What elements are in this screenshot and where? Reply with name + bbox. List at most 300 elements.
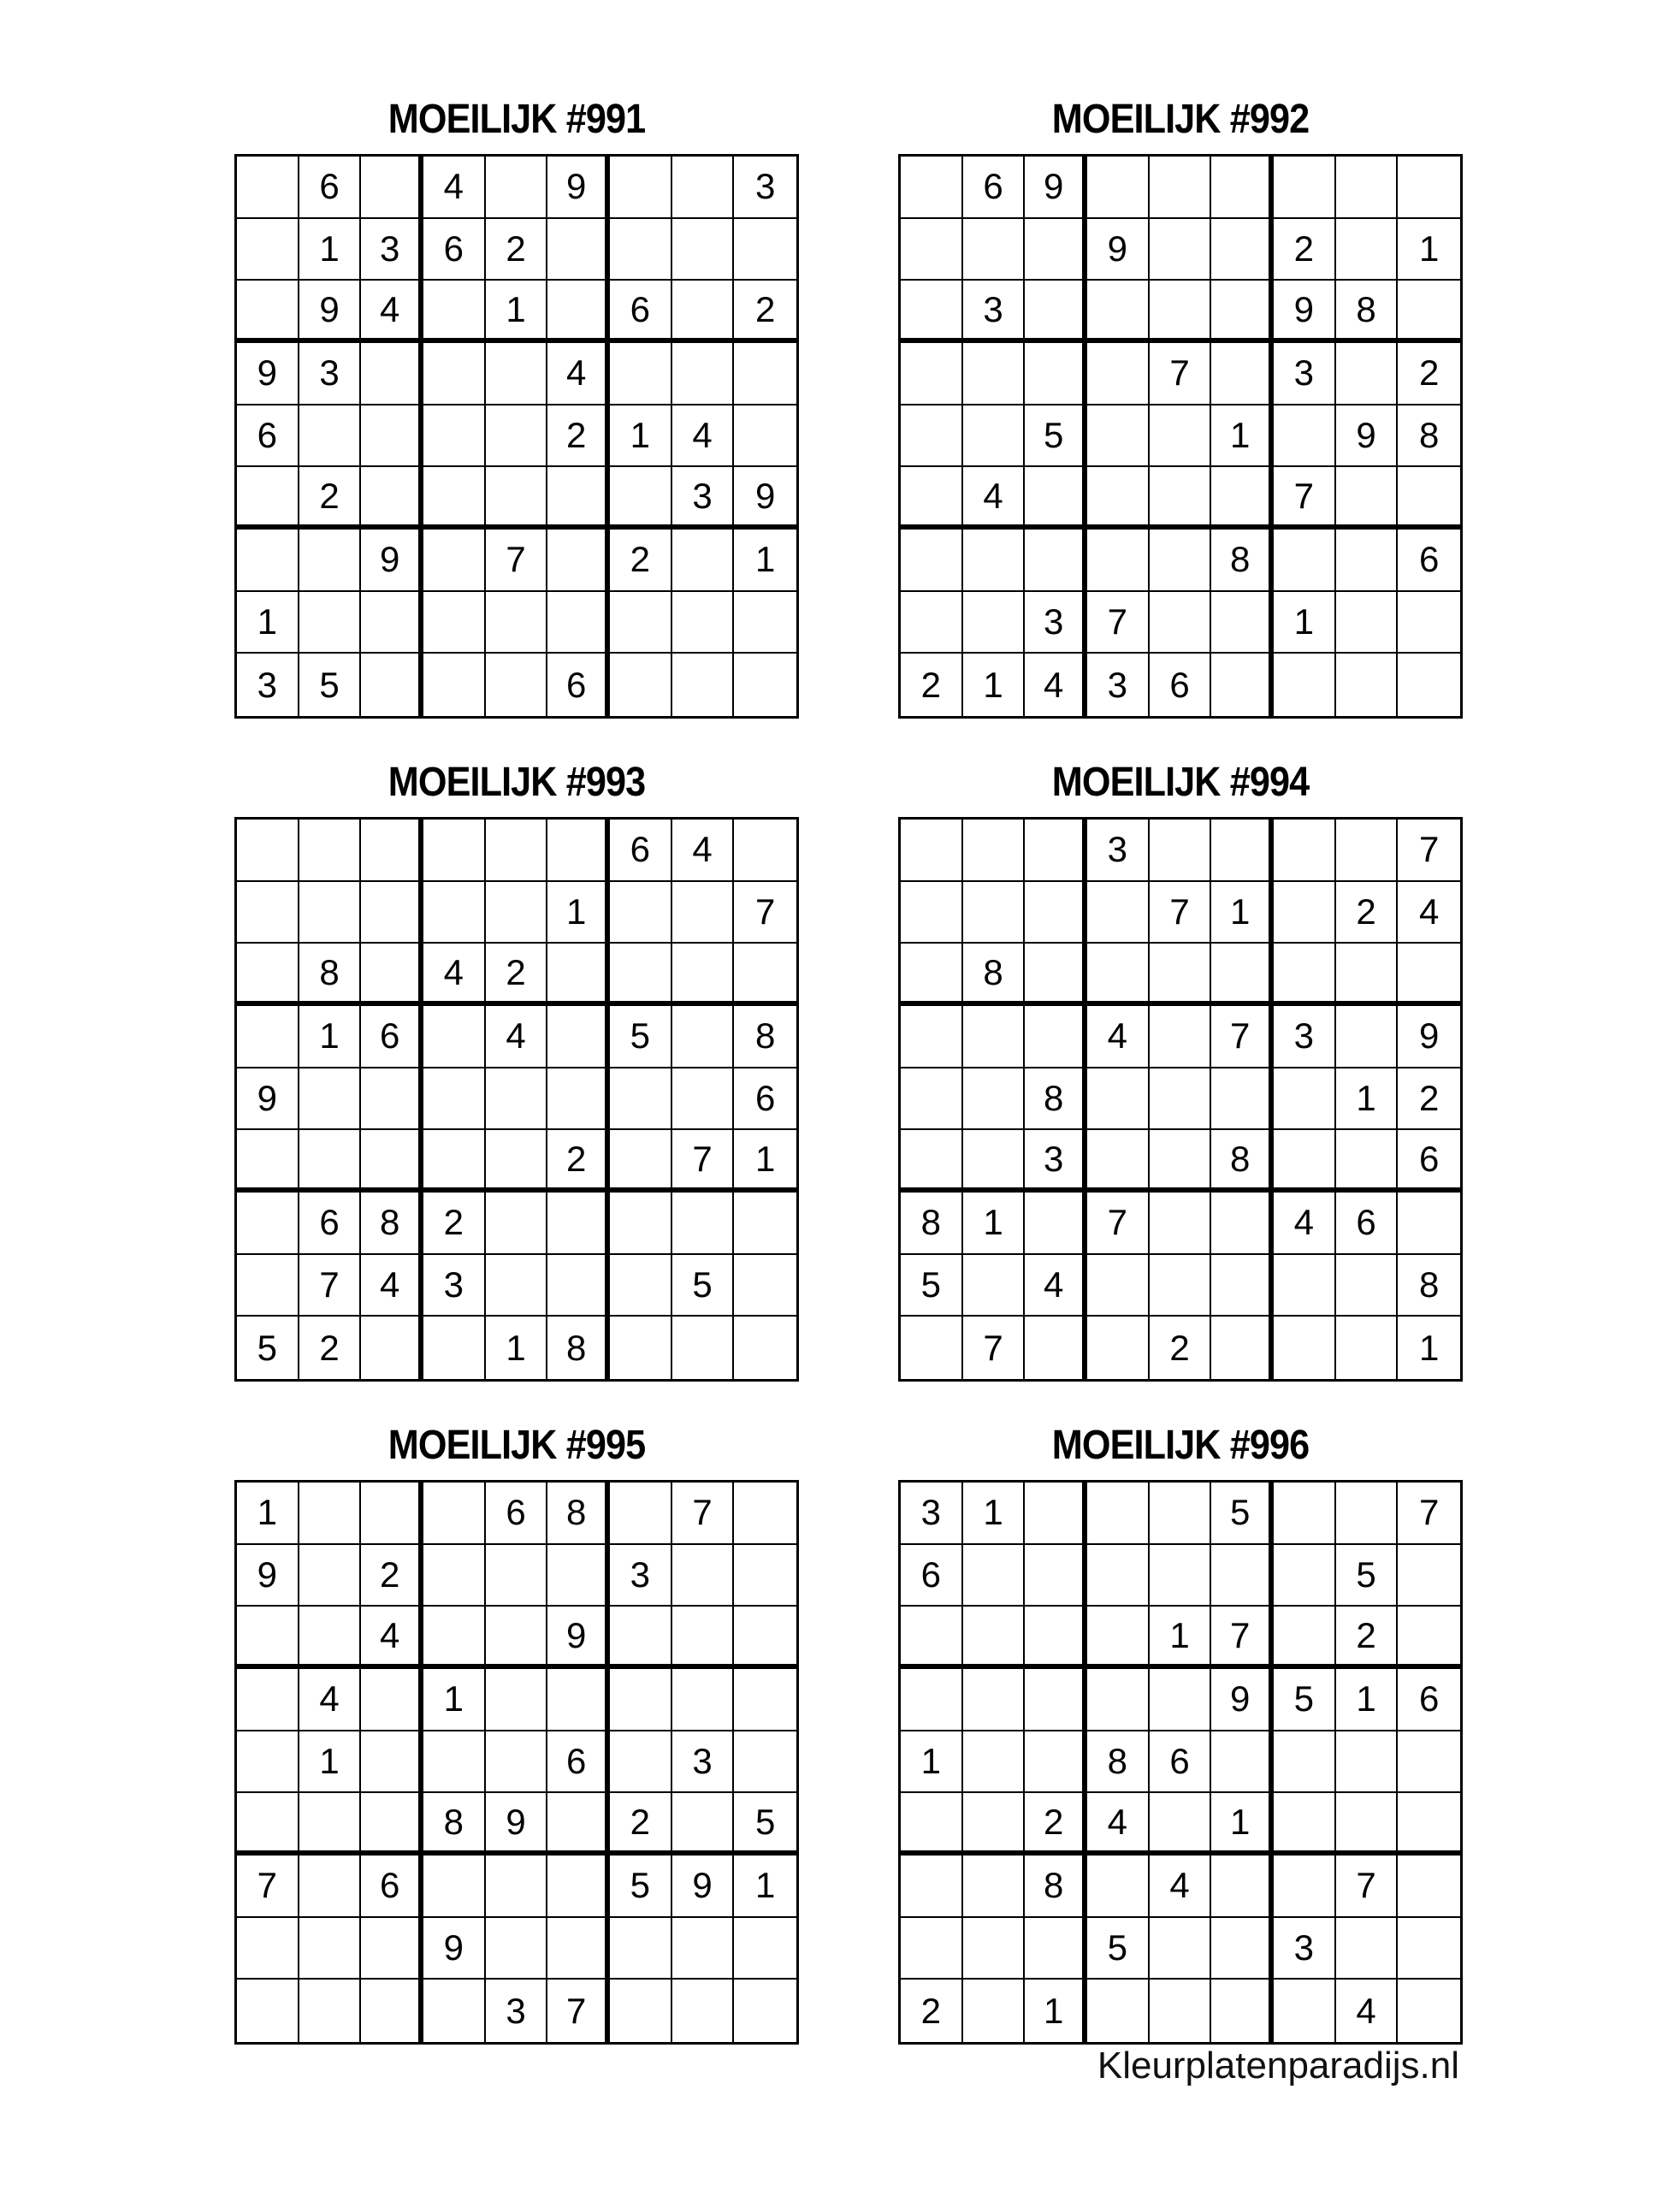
sudoku-cell[interactable]: 5: [610, 1856, 672, 1918]
sudoku-cell[interactable]: [1398, 1545, 1460, 1607]
sudoku-cell[interactable]: [1150, 405, 1212, 468]
sudoku-cell[interactable]: [299, 1980, 362, 2042]
sudoku-cell[interactable]: [1150, 467, 1212, 530]
sudoku-cell[interactable]: [299, 405, 362, 468]
sudoku-cell[interactable]: [901, 1006, 963, 1068]
sudoku-cell[interactable]: 1: [1336, 1068, 1399, 1131]
sudoku-cell[interactable]: 1: [1418, 1327, 1440, 1368]
sudoku-cell[interactable]: [963, 1856, 1026, 1918]
sudoku-cell[interactable]: [963, 592, 1026, 654]
sudoku-cell[interactable]: 6: [1150, 1731, 1212, 1794]
sudoku-cell[interactable]: [1087, 1669, 1150, 1731]
sudoku-cell[interactable]: 4: [423, 944, 486, 1006]
sudoku-cell[interactable]: [547, 530, 610, 592]
sudoku-cell[interactable]: 9: [423, 1918, 486, 1980]
sudoku-cell[interactable]: [901, 343, 963, 405]
sudoku-cell[interactable]: 2: [901, 654, 963, 716]
sudoku-cell[interactable]: [1398, 281, 1460, 343]
sudoku-cell[interactable]: [1398, 1980, 1460, 2042]
sudoku-cell[interactable]: [547, 1856, 610, 1918]
sudoku-cell[interactable]: [963, 1793, 1026, 1856]
sudoku-cell[interactable]: [1025, 1193, 1087, 1255]
sudoku-cell[interactable]: 1: [1211, 1793, 1274, 1856]
sudoku-cell[interactable]: [734, 1731, 796, 1794]
sudoku-cell[interactable]: [1087, 1980, 1150, 2042]
sudoku-cell[interactable]: [734, 1545, 796, 1607]
sudoku-cell[interactable]: 3: [901, 1483, 963, 1545]
sudoku-cell[interactable]: [1025, 1317, 1087, 1379]
sudoku-cell[interactable]: 1: [1025, 1980, 1087, 2042]
sudoku-cell[interactable]: [1274, 157, 1336, 219]
sudoku-cell[interactable]: [486, 1669, 548, 1731]
sudoku-cell[interactable]: [361, 405, 423, 468]
sudoku-cell[interactable]: [1025, 343, 1087, 405]
sudoku-cell[interactable]: [547, 1255, 610, 1317]
sudoku-cell[interactable]: [901, 1793, 963, 1856]
sudoku-cell[interactable]: [1211, 1731, 1274, 1794]
sudoku-cell[interactable]: 6: [361, 1006, 423, 1068]
sudoku-cell[interactable]: [672, 281, 735, 343]
sudoku-cell[interactable]: [237, 1255, 299, 1317]
sudoku-cell[interactable]: [423, 1130, 486, 1193]
sudoku-cell[interactable]: [1274, 820, 1336, 882]
sudoku-cell[interactable]: 5: [672, 1255, 735, 1317]
sudoku-cell[interactable]: [610, 219, 672, 281]
sudoku-cell[interactable]: 8: [1336, 281, 1399, 343]
sudoku-cell[interactable]: 4: [423, 157, 486, 219]
sudoku-cell[interactable]: [1211, 343, 1274, 405]
sudoku-cell[interactable]: [963, 1130, 1026, 1193]
sudoku-cell[interactable]: 9: [299, 281, 362, 343]
sudoku-cell[interactable]: 8: [1211, 1130, 1274, 1193]
sudoku-cell[interactable]: 1: [299, 219, 362, 281]
sudoku-cell[interactable]: 7: [1150, 343, 1212, 405]
sudoku-cell[interactable]: [1150, 1193, 1212, 1255]
sudoku-cell[interactable]: [901, 405, 963, 468]
sudoku-cell[interactable]: [1211, 1856, 1274, 1918]
sudoku-cell[interactable]: [423, 1068, 486, 1131]
sudoku-cell[interactable]: 4: [361, 1255, 423, 1317]
sudoku-cell[interactable]: 4: [1336, 1980, 1399, 2042]
sudoku-cell[interactable]: 1: [963, 654, 1026, 716]
sudoku-cell[interactable]: 6: [610, 820, 672, 882]
sudoku-cell[interactable]: [299, 1607, 362, 1669]
sudoku-cell[interactable]: [610, 467, 672, 530]
sudoku-cell[interactable]: [361, 882, 423, 944]
sudoku-cell[interactable]: 2: [299, 1317, 362, 1379]
sudoku-cell[interactable]: [361, 1068, 423, 1131]
sudoku-cell[interactable]: [361, 820, 423, 882]
sudoku-cell[interactable]: [1025, 467, 1087, 530]
sudoku-cell[interactable]: [672, 1317, 735, 1379]
sudoku-cell[interactable]: 4: [361, 281, 423, 343]
sudoku-cell[interactable]: [1274, 1068, 1336, 1131]
sudoku-cell[interactable]: [1087, 1483, 1150, 1545]
sudoku-cell[interactable]: 9: [361, 530, 423, 592]
sudoku-cell[interactable]: [1336, 592, 1399, 654]
sudoku-cell[interactable]: [423, 1731, 486, 1794]
sudoku-cell[interactable]: [734, 1918, 796, 1980]
sudoku-cell[interactable]: 9: [1087, 219, 1150, 281]
sudoku-cell[interactable]: [1274, 1980, 1336, 2042]
sudoku-cell[interactable]: [1336, 820, 1399, 882]
sudoku-cell[interactable]: 1: [237, 1483, 299, 1545]
sudoku-cell[interactable]: [486, 1130, 548, 1193]
sudoku-cell[interactable]: [423, 592, 486, 654]
sudoku-cell[interactable]: [361, 157, 423, 219]
sudoku-cell[interactable]: [1211, 1193, 1274, 1255]
sudoku-cell[interactable]: [901, 944, 963, 1006]
sudoku-cell[interactable]: [610, 1130, 672, 1193]
sudoku-cell[interactable]: [1274, 1130, 1336, 1193]
sudoku-cell[interactable]: [361, 1731, 423, 1794]
sudoku-cell[interactable]: 2: [1398, 1068, 1460, 1131]
sudoku-cell[interactable]: 1: [734, 530, 796, 592]
sudoku-cell[interactable]: [1087, 343, 1150, 405]
sudoku-cell[interactable]: 6: [486, 1483, 548, 1545]
sudoku-cell[interactable]: [299, 1068, 362, 1131]
sudoku-cell[interactable]: 8: [361, 1193, 423, 1255]
sudoku-cell[interactable]: 3: [734, 157, 796, 219]
sudoku-cell[interactable]: [734, 405, 796, 468]
sudoku-cell[interactable]: [1087, 157, 1150, 219]
sudoku-cell[interactable]: 8: [1025, 1068, 1087, 1131]
sudoku-cell[interactable]: [237, 157, 299, 219]
sudoku-cell[interactable]: 3: [299, 343, 362, 405]
sudoku-cell[interactable]: [1087, 1317, 1150, 1379]
sudoku-cell[interactable]: 3: [237, 654, 299, 716]
sudoku-cell[interactable]: [1025, 281, 1087, 343]
sudoku-cell[interactable]: 6: [299, 157, 362, 219]
sudoku-cell[interactable]: 6: [901, 1545, 963, 1607]
sudoku-cell[interactable]: 2: [423, 1193, 486, 1255]
sudoku-cell[interactable]: [1274, 1255, 1336, 1317]
sudoku-cell[interactable]: [423, 1980, 486, 2042]
sudoku-cell[interactable]: [1150, 944, 1212, 1006]
sudoku-cell[interactable]: [1398, 157, 1460, 219]
sudoku-cell[interactable]: 8: [963, 944, 1026, 1006]
sudoku-cell[interactable]: [423, 281, 486, 343]
sudoku-cell[interactable]: [361, 1980, 423, 2042]
sudoku-cell[interactable]: 7: [1274, 467, 1336, 530]
sudoku-cell[interactable]: 2: [486, 944, 548, 1006]
sudoku-cell[interactable]: [1398, 654, 1460, 716]
sudoku-cell[interactable]: [1211, 1255, 1274, 1317]
sudoku-cell[interactable]: [610, 157, 672, 219]
sudoku-cell[interactable]: 6: [734, 1068, 796, 1131]
sudoku-cell[interactable]: [610, 944, 672, 1006]
sudoku-cell[interactable]: [610, 654, 672, 716]
sudoku-cell[interactable]: [423, 530, 486, 592]
sudoku-cell[interactable]: 4: [672, 405, 735, 468]
sudoku-cell[interactable]: [299, 1793, 362, 1856]
sudoku-cell[interactable]: [1025, 944, 1087, 1006]
sudoku-cell[interactable]: [237, 1607, 299, 1669]
sudoku-cell[interactable]: [672, 1918, 735, 1980]
sudoku-cell[interactable]: [423, 654, 486, 716]
sudoku-cell[interactable]: 7: [1398, 820, 1460, 882]
sudoku-cell[interactable]: 6: [423, 219, 486, 281]
sudoku-cell[interactable]: [901, 1918, 963, 1980]
sudoku-cell[interactable]: 7: [963, 1317, 1026, 1379]
sudoku-cell[interactable]: [734, 343, 796, 405]
sudoku-cell[interactable]: [963, 343, 1026, 405]
sudoku-cell[interactable]: [486, 1255, 548, 1317]
sudoku-cell[interactable]: [1087, 1255, 1150, 1317]
sudoku-cell[interactable]: [423, 1317, 486, 1379]
sudoku-cell[interactable]: 2: [1336, 882, 1399, 944]
sudoku-cell[interactable]: [486, 1856, 548, 1918]
sudoku-cell[interactable]: [361, 343, 423, 405]
sudoku-cell[interactable]: [1274, 944, 1336, 1006]
sudoku-cell[interactable]: 3: [963, 281, 1026, 343]
sudoku-cell[interactable]: [237, 882, 299, 944]
sudoku-cell[interactable]: [1398, 944, 1460, 1006]
sudoku-cell[interactable]: [423, 343, 486, 405]
sudoku-cell[interactable]: [963, 405, 1026, 468]
sudoku-cell[interactable]: 9: [672, 1856, 735, 1918]
sudoku-cell[interactable]: [672, 219, 735, 281]
sudoku-cell[interactable]: 6: [1150, 654, 1212, 716]
sudoku-cell[interactable]: 8: [1087, 1731, 1150, 1794]
sudoku-cell[interactable]: [547, 820, 610, 882]
sudoku-cell[interactable]: 1: [963, 1483, 1026, 1545]
sudoku-cell[interactable]: [299, 882, 362, 944]
sudoku-cell[interactable]: 7: [672, 1483, 735, 1545]
sudoku-cell[interactable]: [1211, 944, 1274, 1006]
sudoku-cell[interactable]: [610, 1068, 672, 1131]
sudoku-cell[interactable]: [237, 281, 299, 343]
sudoku-cell[interactable]: 8: [1398, 405, 1460, 468]
sudoku-cell[interactable]: [963, 1669, 1026, 1731]
sudoku-cell[interactable]: 6: [963, 157, 1026, 219]
sudoku-cell[interactable]: [1336, 530, 1399, 592]
sudoku-cell[interactable]: [547, 1918, 610, 1980]
sudoku-cell[interactable]: 8: [901, 1193, 963, 1255]
sudoku-cell[interactable]: 2: [1025, 1793, 1087, 1856]
sudoku-cell[interactable]: 4: [1087, 1006, 1150, 1068]
sudoku-cell[interactable]: 4: [361, 1607, 423, 1669]
sudoku-cell[interactable]: [1150, 1669, 1212, 1731]
sudoku-cell[interactable]: 2: [610, 1793, 672, 1856]
sudoku-cell[interactable]: [610, 343, 672, 405]
sudoku-cell[interactable]: [423, 882, 486, 944]
sudoku-cell[interactable]: [901, 882, 963, 944]
sudoku-cell[interactable]: 3: [361, 219, 423, 281]
sudoku-cell[interactable]: [1150, 1980, 1212, 2042]
sudoku-cell[interactable]: 8: [299, 944, 362, 1006]
sudoku-cell[interactable]: [1150, 1483, 1212, 1545]
sudoku-cell[interactable]: [237, 1669, 299, 1731]
sudoku-cell[interactable]: [1087, 467, 1150, 530]
sudoku-cell[interactable]: 7: [486, 530, 548, 592]
sudoku-cell[interactable]: [610, 1731, 672, 1794]
sudoku-cell[interactable]: 4: [299, 1669, 362, 1731]
sudoku-cell[interactable]: [486, 1068, 548, 1131]
sudoku-cell[interactable]: [672, 944, 735, 1006]
sudoku-cell[interactable]: [1025, 1006, 1087, 1068]
sudoku-cell[interactable]: [486, 820, 548, 882]
sudoku-cell[interactable]: 7: [1150, 882, 1212, 944]
sudoku-cell[interactable]: [423, 467, 486, 530]
sudoku-cell[interactable]: [610, 1607, 672, 1669]
sudoku-cell[interactable]: 6: [547, 654, 610, 716]
sudoku-cell[interactable]: 6: [1398, 530, 1460, 592]
sudoku-cell[interactable]: [423, 1483, 486, 1545]
sudoku-cell[interactable]: [1025, 1545, 1087, 1607]
sudoku-cell[interactable]: 2: [610, 530, 672, 592]
sudoku-cell[interactable]: [1211, 1068, 1274, 1131]
sudoku-cell[interactable]: [672, 1793, 735, 1856]
sudoku-cell[interactable]: 1: [547, 882, 610, 944]
sudoku-cell[interactable]: [1274, 405, 1336, 468]
sudoku-cell[interactable]: 7: [237, 1856, 299, 1918]
sudoku-cell[interactable]: [1398, 1731, 1460, 1794]
sudoku-cell[interactable]: 7: [1087, 1193, 1150, 1255]
sudoku-cell[interactable]: [1336, 343, 1399, 405]
sudoku-cell[interactable]: [610, 1669, 672, 1731]
sudoku-cell[interactable]: [672, 1669, 735, 1731]
sudoku-cell[interactable]: [1150, 1255, 1212, 1317]
sudoku-cell[interactable]: [361, 1483, 423, 1545]
sudoku-cell[interactable]: [1274, 654, 1336, 716]
sudoku-cell[interactable]: [1150, 1130, 1212, 1193]
sudoku-cell[interactable]: 9: [1398, 1006, 1460, 1068]
sudoku-cell[interactable]: [734, 592, 796, 654]
sudoku-cell[interactable]: [1087, 1856, 1150, 1918]
sudoku-cell[interactable]: 7: [1211, 1006, 1274, 1068]
sudoku-cell[interactable]: [1336, 944, 1399, 1006]
sudoku-cell[interactable]: 1: [610, 405, 672, 468]
sudoku-cell[interactable]: 5: [1274, 1669, 1336, 1731]
sudoku-cell[interactable]: 3: [1087, 654, 1150, 716]
sudoku-cell[interactable]: [486, 343, 548, 405]
sudoku-cell[interactable]: 4: [963, 467, 1026, 530]
sudoku-cell[interactable]: 7: [1336, 1856, 1399, 1918]
sudoku-cell[interactable]: 6: [610, 281, 672, 343]
sudoku-cell[interactable]: [963, 1545, 1026, 1607]
sudoku-cell[interactable]: [1087, 1130, 1150, 1193]
sudoku-cell[interactable]: 3: [1274, 1918, 1336, 1980]
sudoku-cell[interactable]: [1150, 219, 1212, 281]
sudoku-cell[interactable]: 8: [423, 1793, 486, 1856]
sudoku-cell[interactable]: [1336, 654, 1399, 716]
sudoku-cell[interactable]: 9: [547, 157, 610, 219]
sudoku-cell[interactable]: 9: [237, 343, 299, 405]
sudoku-cell[interactable]: 4: [1150, 1856, 1212, 1918]
sudoku-cell[interactable]: [963, 1731, 1026, 1794]
sudoku-cell[interactable]: [610, 1483, 672, 1545]
sudoku-cell[interactable]: [963, 820, 1026, 882]
sudoku-cell[interactable]: [361, 944, 423, 1006]
sudoku-cell[interactable]: 6: [299, 1193, 362, 1255]
sudoku-cell[interactable]: [1211, 820, 1274, 882]
sudoku-cell[interactable]: [1087, 1068, 1150, 1131]
sudoku-cell[interactable]: 8: [547, 1317, 610, 1379]
sudoku-cell[interactable]: [1150, 1068, 1212, 1131]
sudoku-cell[interactable]: 5: [1025, 405, 1087, 468]
sudoku-cell[interactable]: [1336, 219, 1399, 281]
sudoku-cell[interactable]: [1211, 281, 1274, 343]
sudoku-cell[interactable]: [1025, 882, 1087, 944]
sudoku-cell[interactable]: 7: [1211, 1607, 1274, 1669]
sudoku-cell[interactable]: 3: [1087, 820, 1150, 882]
sudoku-cell[interactable]: [486, 882, 548, 944]
sudoku-cell[interactable]: [610, 592, 672, 654]
sudoku-cell[interactable]: 2: [299, 467, 362, 530]
sudoku-cell[interactable]: [734, 1607, 796, 1669]
sudoku-cell[interactable]: 3: [1025, 592, 1087, 654]
sudoku-cell[interactable]: 9: [1274, 281, 1336, 343]
sudoku-cell[interactable]: [486, 157, 548, 219]
sudoku-cell[interactable]: 9: [1211, 1669, 1274, 1731]
sudoku-cell[interactable]: 2: [547, 1130, 610, 1193]
sudoku-cell[interactable]: [672, 343, 735, 405]
sudoku-cell[interactable]: [1398, 1793, 1460, 1856]
sudoku-cell[interactable]: [1150, 1918, 1212, 1980]
sudoku-cell[interactable]: 5: [1336, 1545, 1399, 1607]
sudoku-cell[interactable]: [1150, 1006, 1212, 1068]
sudoku-cell[interactable]: 7: [672, 1130, 735, 1193]
sudoku-cell[interactable]: [299, 1918, 362, 1980]
sudoku-cell[interactable]: [547, 592, 610, 654]
sudoku-cell[interactable]: [423, 1545, 486, 1607]
sudoku-cell[interactable]: [1398, 592, 1460, 654]
sudoku-cell[interactable]: [361, 592, 423, 654]
sudoku-cell[interactable]: 1: [486, 281, 548, 343]
sudoku-cell[interactable]: 1: [1398, 219, 1460, 281]
sudoku-cell[interactable]: [1336, 467, 1399, 530]
sudoku-cell[interactable]: [1398, 1856, 1460, 1918]
sudoku-cell[interactable]: 5: [734, 1793, 796, 1856]
sudoku-cell[interactable]: [547, 467, 610, 530]
sudoku-cell[interactable]: [486, 405, 548, 468]
sudoku-cell[interactable]: [734, 1669, 796, 1731]
sudoku-cell[interactable]: 6: [547, 1731, 610, 1794]
sudoku-cell[interactable]: [237, 944, 299, 1006]
sudoku-cell[interactable]: [1274, 1483, 1336, 1545]
sudoku-cell[interactable]: 4: [1025, 654, 1087, 716]
sudoku-cell[interactable]: 7: [1398, 1483, 1460, 1545]
sudoku-cell[interactable]: 4: [672, 820, 735, 882]
sudoku-cell[interactable]: [299, 1483, 362, 1545]
sudoku-cell[interactable]: [547, 1006, 610, 1068]
sudoku-cell[interactable]: 1: [734, 1130, 796, 1193]
sudoku-cell[interactable]: 1: [1150, 1607, 1212, 1669]
sudoku-cell[interactable]: [734, 944, 796, 1006]
sudoku-cell[interactable]: 2: [734, 281, 796, 343]
sudoku-cell[interactable]: 9: [734, 467, 796, 530]
sudoku-cell[interactable]: 3: [1025, 1130, 1087, 1193]
sudoku-cell[interactable]: 9: [237, 1068, 299, 1131]
sudoku-cell[interactable]: 5: [237, 1317, 299, 1379]
sudoku-cell[interactable]: 9: [237, 1545, 299, 1607]
sudoku-cell[interactable]: [1211, 654, 1274, 716]
sudoku-cell[interactable]: 9: [486, 1793, 548, 1856]
sudoku-cell[interactable]: 4: [1087, 1793, 1150, 1856]
sudoku-cell[interactable]: 3: [610, 1545, 672, 1607]
sudoku-cell[interactable]: 5: [1211, 1483, 1274, 1545]
sudoku-cell[interactable]: 1: [423, 1669, 486, 1731]
sudoku-cell[interactable]: [963, 1980, 1026, 2042]
sudoku-cell[interactable]: 1: [1274, 592, 1336, 654]
sudoku-cell[interactable]: [672, 1607, 735, 1669]
sudoku-cell[interactable]: [361, 1918, 423, 1980]
sudoku-cell[interactable]: [547, 1068, 610, 1131]
sudoku-cell[interactable]: [361, 1317, 423, 1379]
sudoku-cell[interactable]: [1025, 820, 1087, 882]
sudoku-cell[interactable]: [1025, 1731, 1087, 1794]
